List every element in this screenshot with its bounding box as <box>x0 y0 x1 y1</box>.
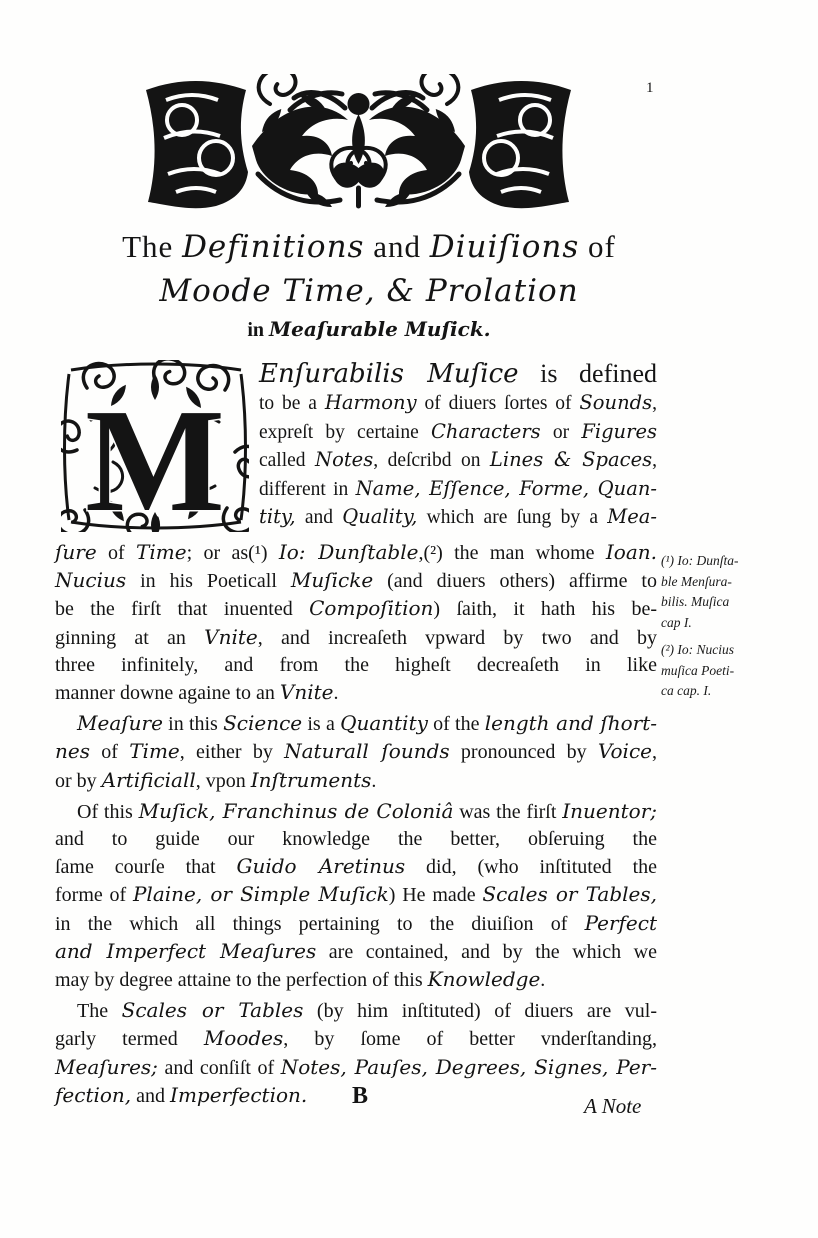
text-line: Nucius in his Poeticall Muſicke (and diuers others) affirme to <box>55 568 657 593</box>
text-line: ble Menſura- <box>661 573 732 589</box>
text-line: fection, and Imperfection. <box>55 1082 308 1107</box>
margin-note-1 <box>661 551 813 633</box>
text-line: Meaſure in this Science is a Quantity of the length and ſhort- <box>77 711 658 736</box>
text-line: Meaſures; and conſiſt of Notes, Pauſes, Degrees, Signes, Per- <box>55 1054 658 1079</box>
drop-cap-letter: M <box>85 379 225 532</box>
headpiece-ornament-icon <box>140 74 577 216</box>
text-line: garly termed Moodes, by ſome of better vnderſtanding, <box>55 1026 658 1051</box>
text-line: ginning at an Vnite, and increaſeth vpward by two and by <box>55 624 657 649</box>
text-line: to be a Harmony of diuers ſortes of Sounds, <box>259 391 658 414</box>
text-line: cap I. <box>661 614 692 630</box>
text-line: The Scales or Tables (by him inſtituted) of diuers are vul- <box>77 998 657 1023</box>
text-column <box>55 356 657 1110</box>
margin-notes <box>661 551 813 702</box>
drop-cap-initial-icon <box>61 360 249 532</box>
text-line: manner downe againe to an Vnite. <box>55 679 339 704</box>
text-line: Of this Muſick, Franchinus de Coloniâ was the firſt Inuentor; <box>77 798 657 823</box>
text-line: ſure of Time; or as(¹) Io: Dunſtable,(²) the man whome Ioan. <box>55 539 658 564</box>
catchword: A Note <box>584 1094 642 1118</box>
text-line: ca cap. I. <box>661 683 712 698</box>
text-line: different in Name, Eſſence, Forme, Quan- <box>259 476 657 500</box>
paragraph-3 <box>55 798 657 994</box>
text-line: bilis. Muſica <box>661 594 730 609</box>
text-line: three infinitely, and from the higheſt decreaſeth in like <box>55 653 657 676</box>
text-line: nes of Time, either by Naturall ſounds pronounced by Voice, <box>55 739 657 764</box>
text-line: and to guide our knowledge the better, obſeruing the <box>55 828 657 850</box>
text-line: ſame courſe that Guido Aretinus did, (who inſtituted the <box>55 854 657 879</box>
text-line: may by degree attaine to the perfection of this Knowledge. <box>55 967 546 992</box>
text-line: tity, and Quality, which are ſung by a Mea- <box>259 505 657 529</box>
text-line: (²) Io: Nucius <box>661 642 735 657</box>
title-line-2: Moode Time, & Prolation <box>159 273 579 309</box>
text-line: (¹) Io: Dunſta- <box>661 553 739 568</box>
text-line: Enſurabilis Muſice is defined <box>259 359 657 389</box>
text-line: forme of Plaine, or Simple Muſick) He made Scales or Tables, <box>55 882 657 907</box>
title-line-3: in Meaſurable Muſick. <box>247 317 491 341</box>
text-line: be the firſt that inuented Compoſition) ſaith, it hath his be- <box>55 596 657 621</box>
signature-mark: B <box>352 1083 369 1109</box>
page-number: 1 <box>646 80 655 96</box>
text-line: expreſt by certaine Characters or Figures <box>259 419 657 443</box>
chapter-title <box>89 226 649 345</box>
paragraph-1-continuation <box>55 539 657 707</box>
text-line: called Notes, deſcribd on Lines & Spaces, <box>259 448 657 472</box>
text-line: in the which all things pertaining to the diuiſion of Perfect <box>55 910 657 935</box>
paragraph-2 <box>55 710 657 795</box>
title-line-1: The Definitions and Diuiſions of <box>122 229 616 265</box>
paragraph-1-opening <box>259 356 657 532</box>
margin-note-2 <box>661 640 813 702</box>
text-line: muſica Poeti- <box>661 662 735 678</box>
text-line: and Imperfect Meaſures are contained, and by the which we <box>55 938 657 963</box>
text-line: or by Artificiall, vpon Inſtruments. <box>55 767 377 792</box>
